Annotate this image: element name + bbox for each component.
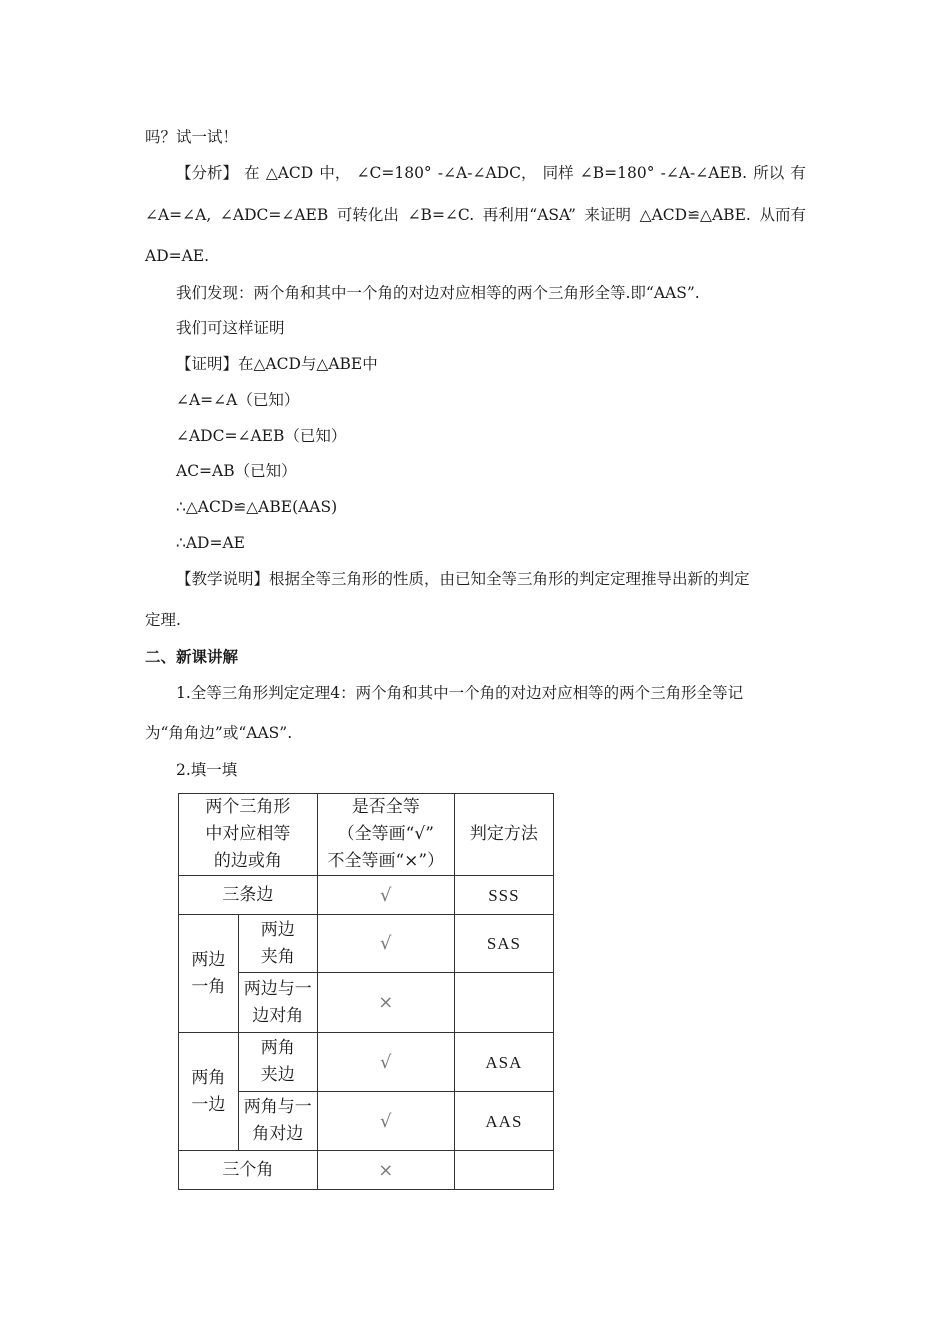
group-text: 两边一角 (191, 949, 226, 997)
check-mark: √ (317, 1033, 454, 1092)
word: 中， (319, 164, 351, 182)
group-label (179, 915, 239, 1033)
header-text: 是否全等 (351, 797, 420, 817)
analysis-line-2 (145, 205, 806, 225)
method-cell: ASA (454, 1033, 553, 1092)
fill-in-table (178, 793, 554, 1190)
row-text: 两角与一角对边 (243, 1097, 312, 1144)
row-label: 三条边 (179, 876, 318, 915)
method-cell (454, 1151, 553, 1190)
theorem-line-cont: 为“角角边”或“AAS”. (145, 724, 293, 742)
method-cell: SAS (454, 915, 553, 973)
word: ∠B=180° (579, 164, 655, 182)
analysis-line-1 (176, 163, 806, 183)
word: 从而有 (759, 206, 806, 224)
table-row (179, 1033, 554, 1092)
header-text: 中对应相等 (205, 824, 291, 844)
row-label (238, 1092, 317, 1151)
text-line: 吗？试一试！ (145, 128, 239, 146)
word: 可转化出 (336, 206, 399, 224)
theorem-line: 1.全等三角形判定定理4：两个角和其中一个角的对边对应相等的两个三角形全等记 (176, 684, 744, 702)
word: 来证明 (584, 206, 632, 224)
text-line: 我们可这样证明 (176, 319, 285, 337)
cross-mark: × (317, 1151, 454, 1190)
header-text: （全等画“√” (337, 824, 434, 844)
row-label (238, 973, 317, 1033)
check-mark: √ (317, 876, 454, 915)
proof-step: ∴△ACD≌△ABE(AAS) (176, 498, 338, 516)
word: 有 (790, 164, 806, 182)
section-heading: 二、新课讲解 (145, 647, 239, 666)
word: ∠B=∠C. (407, 206, 475, 224)
word: ∠C=180° (356, 164, 432, 182)
method-cell (454, 973, 553, 1033)
word: ∠A=∠A, (145, 206, 212, 224)
header-text: 两个三角形 (205, 797, 291, 817)
check-mark: √ (317, 915, 454, 973)
row-text: 两角夹边 (260, 1038, 295, 1085)
word: -∠A-∠ADC， (437, 164, 537, 182)
word: -∠A-∠AEB. (660, 164, 748, 182)
method-cell: AAS (454, 1092, 553, 1151)
proof-step: ∴AD=AE (176, 534, 245, 552)
word: 再利用“ASA” (482, 206, 576, 224)
table-row (179, 876, 554, 915)
header-cell (317, 794, 454, 876)
header-cell: 判定方法 (454, 794, 553, 876)
proof-step: ∠A=∠A（已知） (176, 391, 300, 409)
method-cell: SSS (454, 876, 553, 915)
row-label (238, 915, 317, 973)
row-label (238, 1033, 317, 1092)
check-mark: √ (317, 1092, 454, 1151)
teaching-note-cont: 定理. (145, 611, 181, 629)
word: 【分析】 (176, 164, 239, 182)
text-line: AD=AE. (145, 247, 210, 265)
word: ∠ADC=∠AEB (219, 206, 329, 224)
proof-step: AC=AB（已知） (176, 462, 297, 480)
group-label (179, 1033, 239, 1151)
table-row (179, 915, 554, 973)
header-text: 的边或角 (213, 851, 282, 871)
row-text: 两边夹角 (260, 919, 295, 967)
word: 在 (244, 164, 260, 182)
exercise-label: 2.填一填 (176, 761, 238, 779)
group-text: 两角一边 (191, 1067, 226, 1115)
header-text: 不全等画“×”） (327, 851, 445, 871)
proof-heading: 【证明】在△ACD与△ABE中 (176, 355, 378, 373)
proof-step: ∠ADC=∠AEB（已知） (176, 427, 347, 445)
row-text: 两边与一边对角 (243, 978, 312, 1026)
header-cell (179, 794, 318, 876)
word: △ACD≌△ABE. (639, 206, 751, 224)
word: 同样 (542, 164, 574, 182)
text-line: 我们发现：两个角和其中一个角的对边对应相等的两个三角形全等.即“AAS”. (176, 284, 700, 302)
table-row (179, 1151, 554, 1190)
teaching-note: 【教学说明】根据全等三角形的性质，由已知全等三角形的判定定理推导出新的判定 (176, 570, 750, 588)
cross-mark: × (317, 973, 454, 1033)
row-label: 三个角 (179, 1151, 318, 1190)
word: △ACD (265, 164, 314, 182)
word: 所以 (753, 164, 785, 182)
table-header-row (179, 794, 554, 876)
